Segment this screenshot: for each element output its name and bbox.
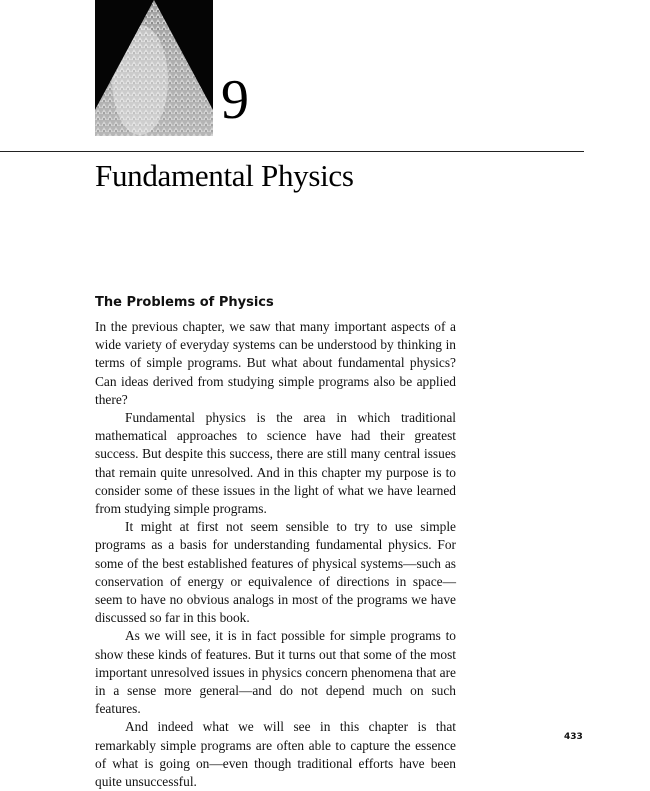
- body-text: [95, 318, 456, 791]
- paragraph-4: As we will see, it is in fact possible for simple programs to show these kinds of features. But it turns out that some of the most important unresolved issues in physics concern phenomena that are in a sense more general—and do not depend much on such features.: [95, 628, 456, 717]
- page-number: 433: [564, 732, 583, 742]
- paragraph-3: It might at first not seem sensible to try to use simple programs as a basis for understanding fundamental physics. For some of the best established features of physical systems—such as conservation of energy or equivalence of directions in space—seem to have no obvious analogs in most of the programs we have discussed so far in this book.: [95, 519, 456, 626]
- chapter-number: 9: [221, 69, 249, 131]
- chapter-title: Fundamental Physics: [95, 158, 354, 193]
- chapter-header-image: [95, 0, 249, 136]
- paragraph-1: In the previous chapter, we saw that many important aspects of a wide variety of everyday systems can be understood by thinking in terms of simple programs. But what about fundamental physics? Can ideas derived from studying simple programs also be applied there?: [95, 319, 456, 407]
- paragraph-5: And indeed what we will see in this chapter is that remarkably simple programs are often able to capture the essence of what is going on—even though traditional efforts have been quite unsuccessful.: [95, 719, 456, 790]
- cellular-automaton-pattern-icon: [95, 0, 213, 136]
- section-heading: The Problems of Physics: [95, 295, 274, 310]
- chapter-divider: [0, 151, 584, 152]
- paragraph-2: Fundamental physics is the area in which traditional mathematical approaches to science have had their greatest success. But despite this success, there are still many central issues that remain quite unresolved. And in this chapter my purpose is to consider some of these issues in the light of what we have learned from studying simple programs.: [95, 410, 456, 517]
